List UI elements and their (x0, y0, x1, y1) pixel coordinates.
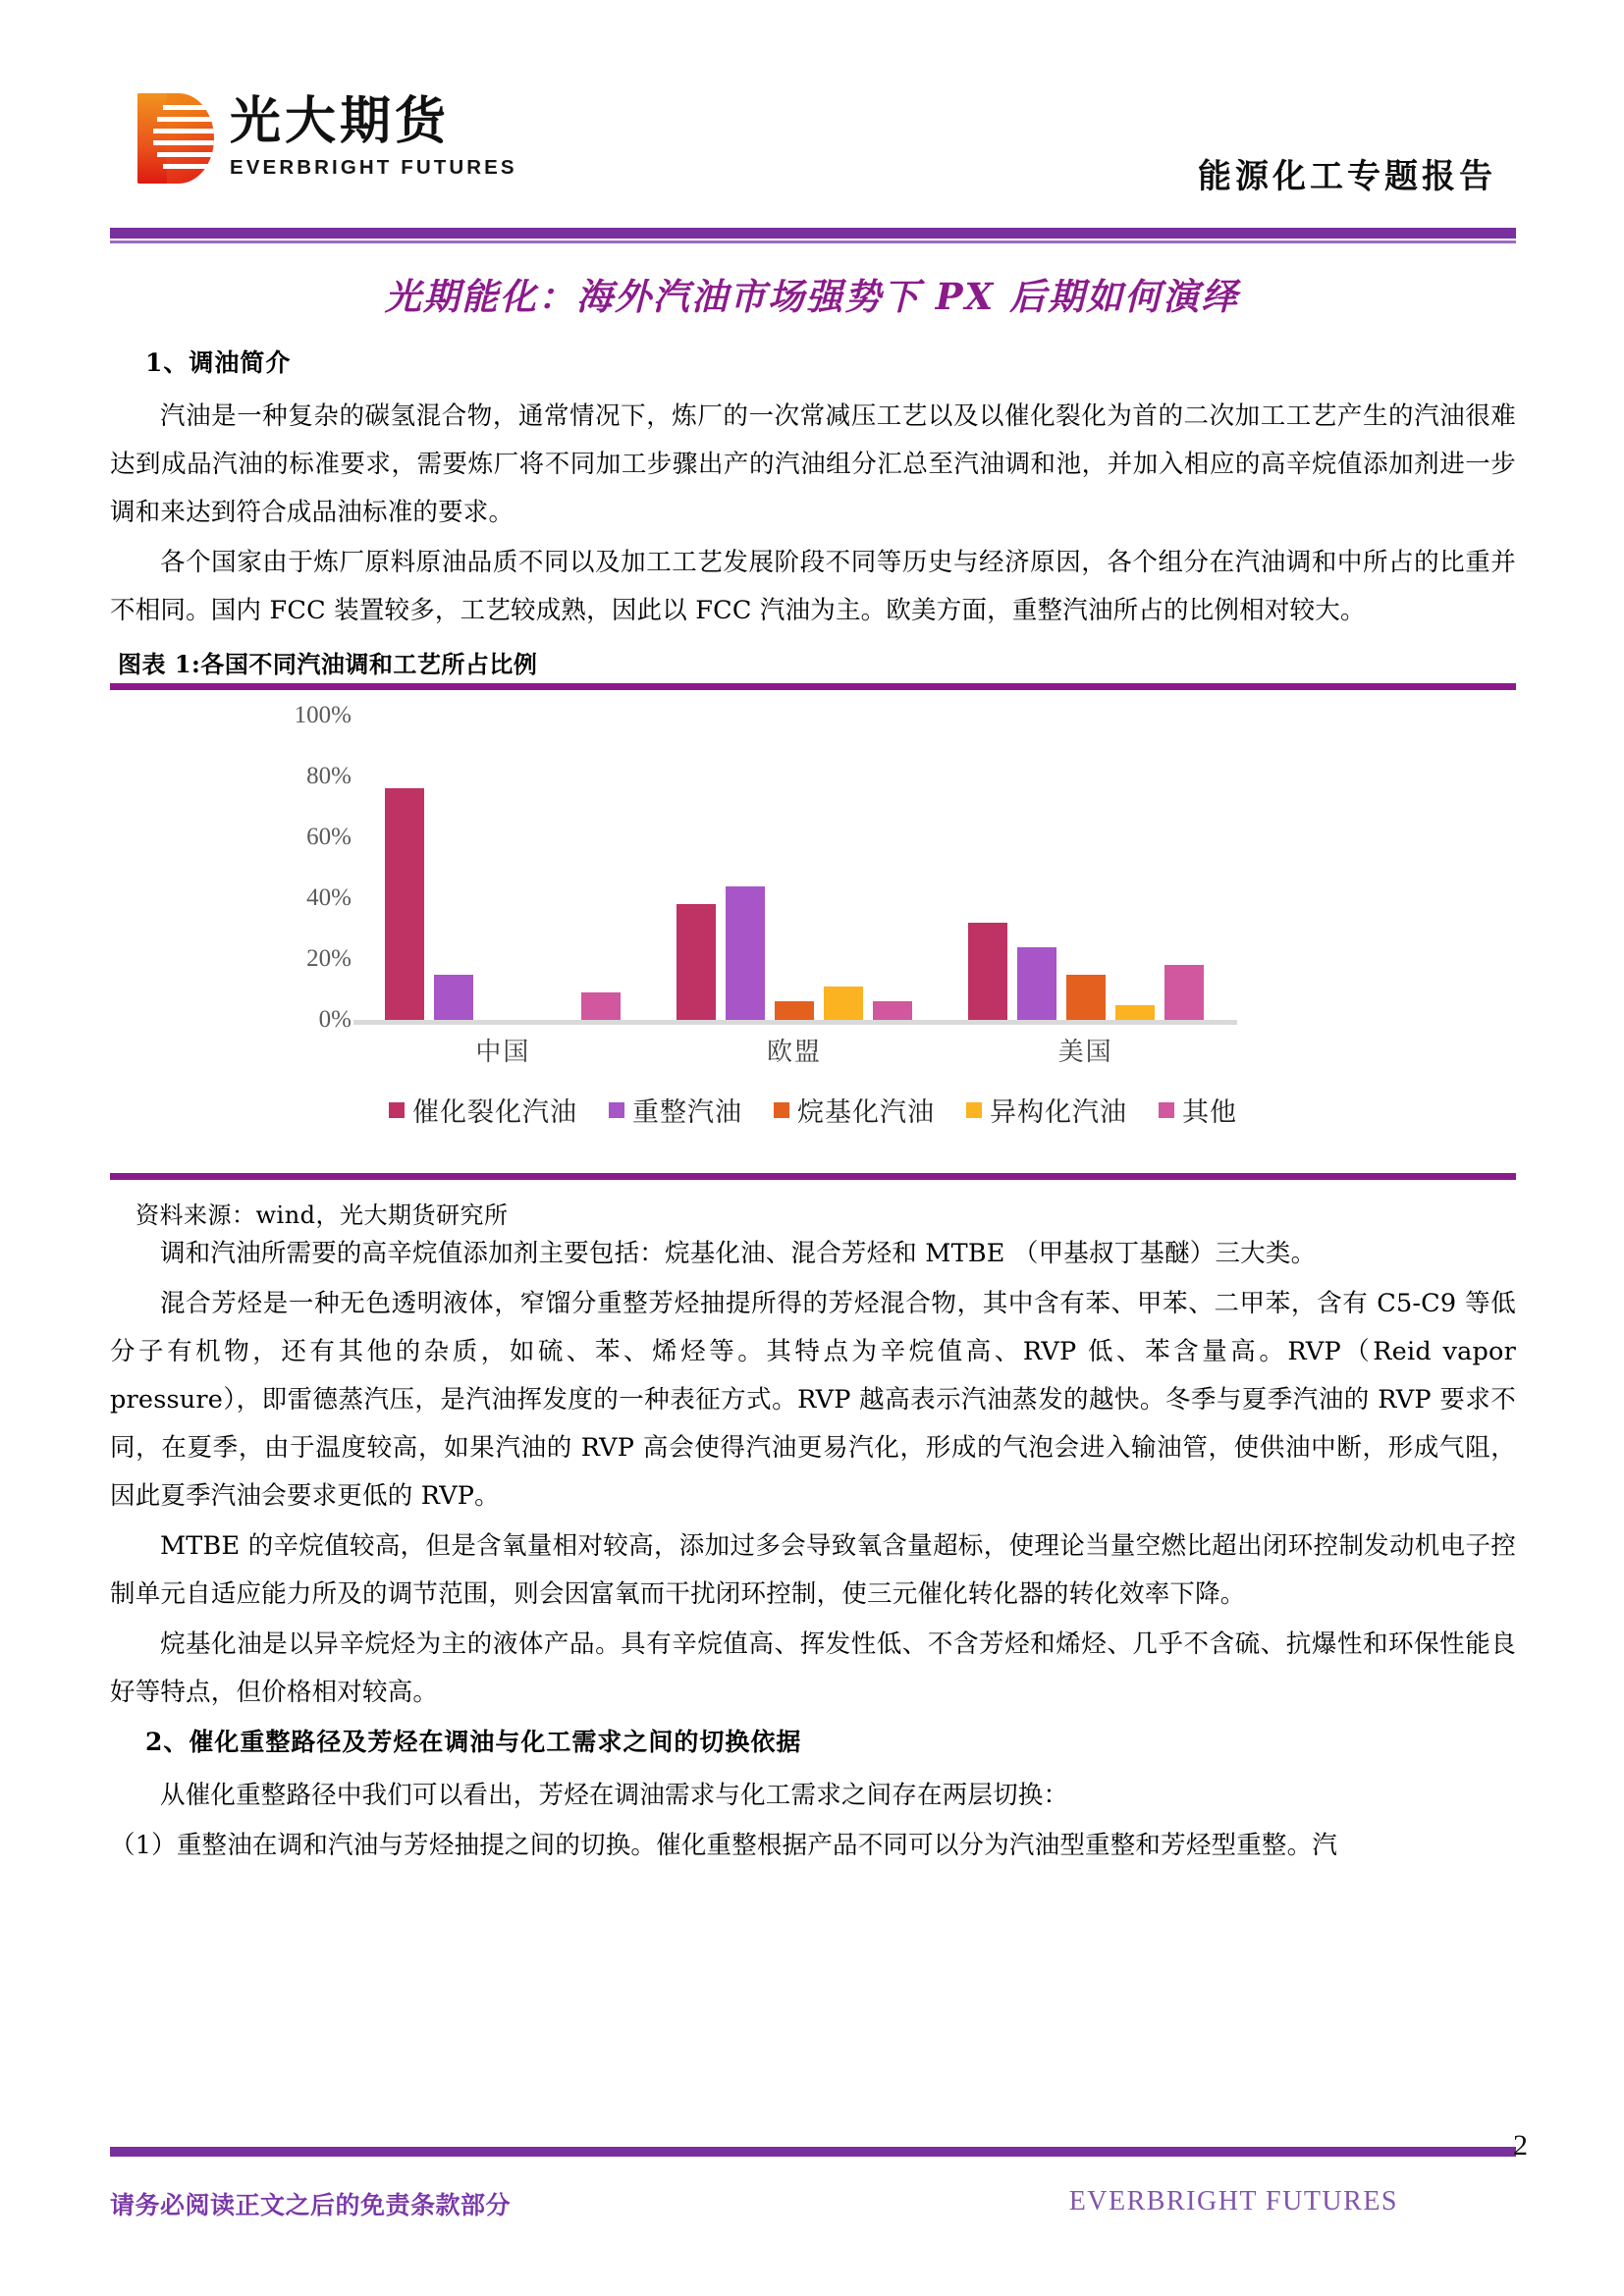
chart-bar (581, 992, 621, 1020)
paragraph-4: 混合芳烃是一种无色透明液体，窄馏分重整芳烃抽提所得的芳烃混合物，其中含有苯、甲苯、二甲苯，含有 C5-C9 等低分子有机物，还有其他的杂质，如硫、苯、烯烃等。其特点为辛烷值高、RVP 低、苯含量高。RVP（Reid vapor pressure），即雷德蒸汽压，是汽油挥发度的一种表征方式。RVP 越高表示汽油蒸发的越快。冬季与夏季汽油的 RVP 要求不同，在夏季，由于温度较高，如果汽油的 RVP 高会使得汽油更易汽化，形成的气泡会进入输油管，使供油中断，形成气阻，因此夏季汽油会要求更低的 RVP。 (110, 1289, 1516, 1511)
chart-y-axis (287, 702, 352, 1033)
paragraph-8: （1）重整油在调和汽油与芳烃抽提之间的切换。催化重整根据产品不同可以分为汽油型重整和芳烃型重整。汽 (110, 1831, 1338, 1860)
logo-chinese-name: 光大期货 (230, 92, 451, 151)
chart-bar (1066, 975, 1106, 1021)
chart-bar (434, 975, 473, 1021)
chart-bar (1115, 1005, 1155, 1021)
chart-bar (968, 923, 1007, 1020)
document-body (110, 344, 1516, 1872)
legend-swatch-icon (389, 1102, 405, 1118)
y-axis-tick: 60% (306, 824, 352, 850)
x-axis-label: 中国 (475, 1038, 531, 1067)
legend-label: 烷基化汽油 (797, 1097, 935, 1128)
footer-disclaimer: 请务必阅读正文之后的免责条款部分 (110, 2191, 512, 2219)
report-category-title: 能源化工专题报告 (1198, 157, 1496, 196)
legend-swatch-icon (966, 1102, 982, 1118)
x-axis-label: 欧盟 (766, 1038, 822, 1067)
figure-rule-bottom (110, 1173, 1516, 1180)
legend-item (609, 1091, 742, 1129)
legend-label: 重整汽油 (632, 1097, 742, 1128)
chart-bar (775, 1001, 814, 1020)
figure-caption: 图表 1:各国不同汽油调和工艺所占比例 (118, 650, 538, 678)
chart-bar-groups (357, 716, 1231, 1020)
legend-label: 催化裂化汽油 (412, 1097, 577, 1128)
figure-rule-top (110, 683, 1516, 690)
bar-chart (110, 690, 1516, 1171)
legend-item (389, 1091, 577, 1129)
page-footer (0, 2129, 1624, 2296)
page-header (0, 0, 1624, 226)
y-axis-tick: 20% (306, 945, 352, 972)
chart-bar (1017, 947, 1056, 1020)
company-logo (137, 93, 517, 184)
paragraph-7: 从催化重整路径中我们可以看出，芳烃在调油需求与化工需求之间存在两层切换： (160, 1781, 1069, 1810)
y-axis-tick: 100% (294, 702, 352, 728)
chart-bar (385, 788, 424, 1020)
logo-wordmark (230, 93, 517, 180)
footer-divider (110, 2147, 1516, 2157)
page-title: 光期能化：海外汽油市场强势下 PX 后期如何演绎 (384, 275, 1240, 318)
chart-bar (1164, 965, 1204, 1020)
paragraph-2: 各个国家由于炼厂原料原油品质不同以及加工工艺发展阶段不同等历史与经济原因，各个组分在汽油调和中所占的比重并不相同。国内 FCC 装置较多，工艺较成熟，因此以 FCC 汽油为主。欧美方面，重整汽油所占的比例相对较大。 (110, 548, 1516, 625)
legend-label: 其他 (1182, 1097, 1237, 1128)
chart-bar (677, 904, 716, 1020)
legend-item (966, 1091, 1127, 1129)
legend-swatch-icon (774, 1102, 789, 1118)
logo-english-name: EVERBRIGHT FUTURES (230, 156, 517, 179)
legend-swatch-icon (609, 1102, 624, 1118)
page-number: 2 (1513, 2129, 1528, 2162)
chart-bar-group (941, 716, 1231, 1020)
paragraph-1: 汽油是一种复杂的碳氢混合物，通常情况下，炼厂的一次常减压工艺以及以催化裂化为首的二次加工工艺产生的汽油很难达到成品汽油的标准要求，需要炼厂将不同加工步骤出产的汽油组分汇总至汽油调和池，并加入相应的高辛烷值添加剂进一步调和来达到符合成品油标准的要求。 (110, 401, 1516, 527)
paragraph-5: MTBE 的辛烷值较高，但是含氧量相对较高，添加过多会导致氧含量超标，使理论当量空燃比超出闭环控制发动机电子控制单元自适应能力所及的调节范围，则会因富氧而干扰闭环控制，使三元催化转化器的转化效率下降。 (110, 1531, 1516, 1609)
chart-x-axis-labels (357, 1032, 1231, 1068)
footer-brand: EVERBRIGHT FUTURES (1068, 2186, 1398, 2216)
paragraph-6: 烷基化油是以异辛烷烃为主的液体产品。具有辛烷值高、挥发性低、不含芳烃和烯烃、几乎不含硫、抗爆性和环保性能良好等特点，但价格相对较高。 (110, 1629, 1516, 1707)
chart-bar (726, 886, 765, 1020)
chart-x-axis-line (353, 1020, 1237, 1025)
legend-swatch-icon (1159, 1102, 1174, 1118)
figure-source: 资料来源：wind，光大期货研究所 (135, 1201, 509, 1229)
header-divider-thin (110, 240, 1516, 243)
section-heading-2: 2、催化重整路径及芳烃在调油与化工需求之间的切换依据 (145, 1728, 802, 1756)
header-divider (110, 228, 1516, 239)
x-axis-label: 美国 (1057, 1038, 1113, 1067)
y-axis-tick: 0% (318, 1006, 352, 1033)
y-axis-tick: 80% (306, 763, 352, 789)
chart-legend (110, 1091, 1516, 1129)
paragraph-3: 调和汽油所需要的高辛烷值添加剂主要包括：烷基化油、混合芳烃和 MTBE （甲基叔丁基醚）三大类。 (160, 1239, 1317, 1268)
chart-bar-group (357, 716, 648, 1020)
chart-bar-group (649, 716, 940, 1020)
everbright-logo-icon (137, 93, 214, 184)
legend-item (774, 1091, 935, 1129)
chart-bar (873, 1001, 912, 1020)
section-heading-1: 1、调油简介 (145, 348, 292, 377)
legend-label: 异构化汽油 (990, 1097, 1127, 1128)
figure-1 (110, 645, 1516, 1230)
y-axis-tick: 40% (306, 884, 352, 911)
legend-item (1159, 1091, 1237, 1129)
chart-bar (824, 987, 863, 1020)
